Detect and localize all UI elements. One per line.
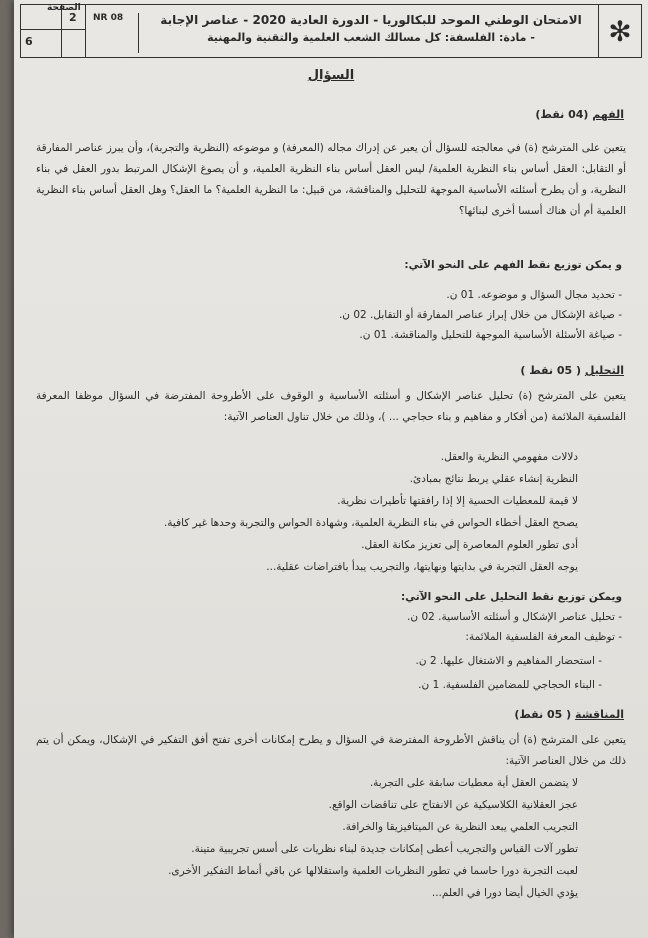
understanding-item-3: - صياغة الأسئلة الأساسية الموجهة للتحليل والمناقشة. 01 ن. xyxy=(359,329,622,341)
page-current: 6 xyxy=(25,35,33,48)
discussion-label: المناقشة xyxy=(575,708,624,721)
analysis-bullet-1: دلالات مفهومي النظرية والعقل. xyxy=(440,451,578,463)
analysis-bullet-2: النظرية إنشاء عقلي يربط نتائج بمبادئ. xyxy=(409,473,578,485)
analysis-points: ( 05 نقط ) xyxy=(520,364,582,377)
analysis-bullet-4: يصحح العقل أخطاء الحواس في بناء النظرية العلمية، وشهادة الحواس والتجربة وحدها غير كافية. xyxy=(163,517,578,529)
asterisk-logo-icon: ✻ xyxy=(598,5,641,57)
understanding-points: (04 نقط) xyxy=(535,108,589,121)
question-title: السؤال xyxy=(307,68,355,83)
discussion-bullet-5: لعبت التجربة دورا حاسما في تطور النظريات العلمية واستقلالها عن باقي أنماط التفكير الأخرى. xyxy=(168,865,578,877)
understanding-distribution-intro: و يمكن توزيع نقط الفهم على النحو الآتي: xyxy=(404,259,622,271)
analysis-item-1: - تحليل عناصر الإشكال و أسئلته الأساسية. 02 ن. xyxy=(407,611,622,623)
discussion-bullet-2: عجز العقلانية الكلاسيكية عن الانفتاح على تناقضات الواقع. xyxy=(328,799,578,811)
analysis-item-2: - توظيف المعرفة الفلسفية الملائمة: xyxy=(465,631,622,643)
page-number-box xyxy=(21,5,86,57)
analysis-heading xyxy=(520,364,624,377)
analysis-item-3: - استحضار المفاهيم و الاشتغال عليها. 2 ن. xyxy=(415,655,602,667)
discussion-bullet-4: تطور آلات القياس والتجريب أعطى إمكانات جديدة لبناء نظريات على أسس تجريبية متينة. xyxy=(191,843,578,855)
discussion-bullet-3: التجريب العلمي يبعد النظرية عن الميتافيزيقا والخرافة. xyxy=(342,821,578,833)
exam-title-block xyxy=(151,11,591,47)
understanding-paragraph: يتعين على المترشح (ة) في معالجته للسؤال أن يعبر عن إدراك مجاله (المعرفة) و موضوعه (النظرية والتجربة)، وأن يبرز عناصر المفارقة أو التقابل: العقل أساس بناء النظرية العلمية/ ليس العقل أساس بناء النظرية العلمية، و أن يصوغ الإشكال المرتبط بدور العقل في بناء النظرية، و أن يطرح أسئلته الأساسية الموجهة للتحليل والمناقشة، من قبيل: ما النظرية العلمية؟ ما العقل؟ وهل العقل أساس بناء النظرية العلمية أم أن هناك أسسا أخرى لبنائها؟ xyxy=(36,142,626,217)
page-total: 2 xyxy=(69,11,77,24)
analysis-bullet-3: لا قيمة للمعطيات الحسية إلا إذا رافقتها تأطيرات نظرية. xyxy=(337,495,578,507)
analysis-label: التحليل xyxy=(584,364,624,377)
exam-answer-sheet xyxy=(14,0,648,938)
understanding-item-2: - صياغة الإشكال من خلال إبراز عناصر المفارقة أو التقابل. 02 ن. xyxy=(338,309,622,321)
discussion-paragraph: يتعين على المترشح (ة) أن يناقش الأطروحة المفترضة في السؤال و يطرح إمكانات أخرى تفتح أفق التفكير في الإشكال، ويمكن أن يتم ذلك من خلال العناصر الآتية: xyxy=(36,734,626,767)
discussion-bullet-1: لا يتضمن العقل أية معطيات سابقة على التجربة. xyxy=(369,777,578,789)
analysis-bullet-6: يوجه العقل التجربة في بدايتها ونهايتها، والتجريب يبدأ بافتراضات عقلية... xyxy=(266,561,578,573)
analysis-paragraph: يتعين على المترشح (ة) تحليل عناصر الإشكال و أسئلته الأساسية و الوقوف على الأطروحة المفترضة في السؤال موظفا المعرفة الفلسفية الملائمة (من أفكار و مفاهيم و بناء حجاجي ... )، وذلك من خلال تناول العناصر الآتية: xyxy=(36,390,626,423)
exam-header xyxy=(20,4,642,58)
analysis-distribution-intro: ويمكن توزيع نقط التحليل على النحو الآتي: xyxy=(400,591,622,603)
understanding-item-1: - تحديد مجال السؤال و موضوعه. 01 ن. xyxy=(446,289,622,301)
analysis-item-4: - البناء الحجاجي للمضامين الفلسفية. 1 ن. xyxy=(418,679,602,691)
exam-code: NR 08 xyxy=(89,13,139,53)
understanding-heading xyxy=(535,108,624,121)
discussion-points: ( 05 نقط) xyxy=(514,708,572,721)
analysis-bullet-5: أدى تطور العلوم المعاصرة إلى تعزيز مكانة العقل. xyxy=(361,539,578,551)
discussion-heading xyxy=(514,708,624,721)
exam-subtitle: - مادة: الفلسفة: كل مسالك الشعب العلمية والتقنية والمهنية xyxy=(207,31,535,44)
page-label: الصفحة xyxy=(47,3,81,13)
exam-title: الامتحان الوطني الموحد للبكالوريا - الدورة العادية 2020 - عناصر الإجابة xyxy=(160,13,582,27)
discussion-bullet-6: يؤدي الخيال أيضا دورا في العلم... xyxy=(431,887,578,899)
understanding-label: الفهم xyxy=(592,108,624,121)
